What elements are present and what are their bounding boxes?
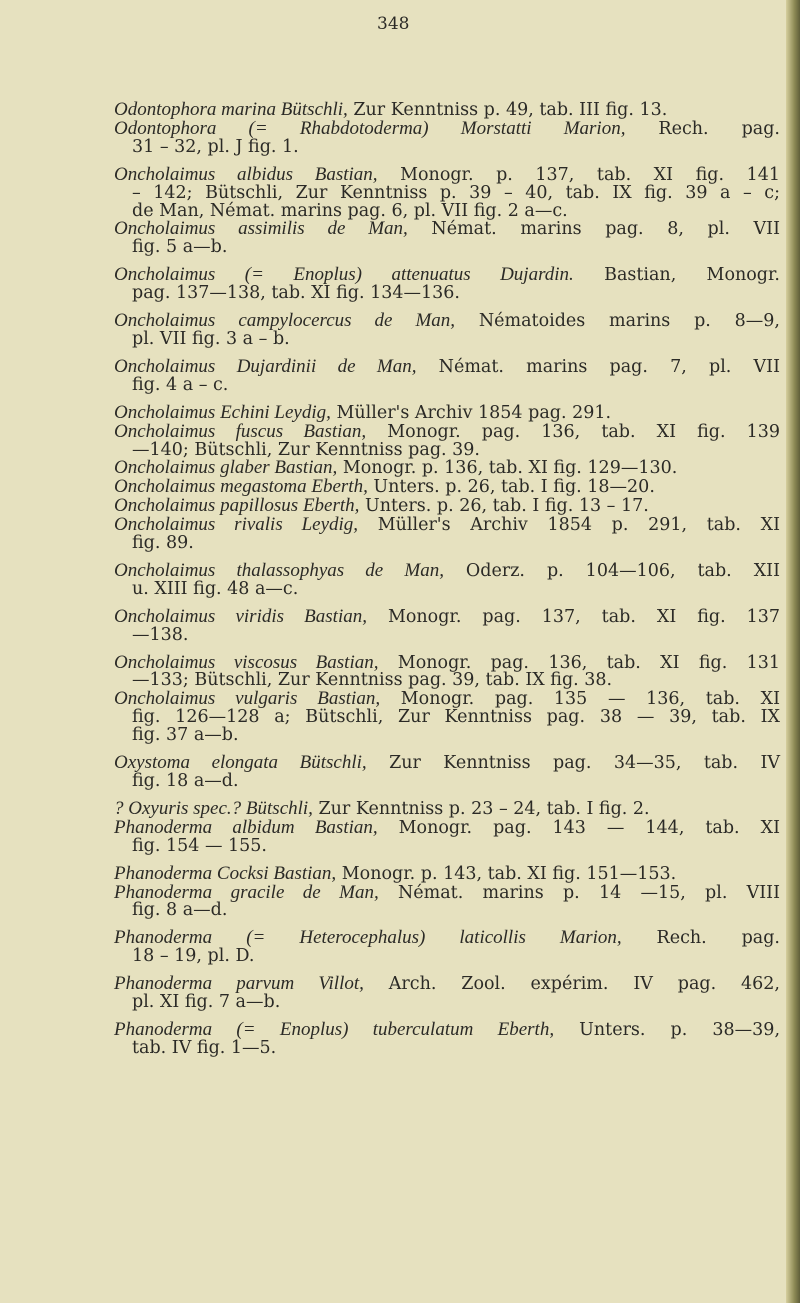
- entry-first-line: [114, 420, 780, 442]
- citation-continuation: pl. VII fig. 3 a – b.: [132, 328, 290, 349]
- citation-text: Zur Kenntniss p. 23 – 24, tab. I fig. 2.: [312, 798, 650, 819]
- reference-entry: [114, 929, 780, 966]
- citation-text: Unters. p. 26, tab. I fig. 13 – 17.: [359, 496, 649, 517]
- citation-text: Arch. Zool. expérim. IV pag. 462,: [363, 974, 780, 995]
- species-name: Oncholaimus thalassophyas de Man,: [114, 559, 444, 581]
- citation-text: Némat. marins pag. 8, pl. VII: [407, 219, 780, 240]
- citation-text: Monogr. pag. 137, tab. XI fig. 137: [367, 606, 780, 627]
- species-name: Odontophora (= Rhabdotoderma) Morstatti Marion,: [114, 117, 626, 139]
- reference-entry: [114, 220, 780, 257]
- citation-text: Oderz. p. 104—106, tab. XII: [443, 560, 780, 581]
- species-name: ? Oxyuris spec.? Bütschli,: [114, 797, 313, 819]
- citation-continuation: fig. 18 a—d.: [132, 771, 239, 791]
- species-name: Phanoderma Cocksi Bastian,: [114, 862, 337, 884]
- species-name: Oncholaimus rivalis Leydig,: [114, 514, 359, 536]
- citation-text: Némat. marins p. 14 —15, pl. VIII: [378, 882, 781, 903]
- species-name: Phanoderma albidum Bastian,: [114, 816, 378, 838]
- citation-continuation: tab. IV fig. 1—5.: [132, 1037, 277, 1058]
- reference-entry: [114, 690, 780, 745]
- entry-first-line: [114, 117, 780, 139]
- reference-entry: [114, 266, 780, 303]
- reference-entry: [114, 163, 780, 221]
- citation-text: Zur Kenntniss p. 49, tab. III fig. 13.: [347, 100, 668, 120]
- citation-text: Monogr. p. 136, tab. XI fig. 129—130.: [337, 458, 678, 479]
- citation-continuation: fig. 154 — 155.: [132, 835, 267, 856]
- citation-text: Müller's Archiv 1854 pag. 291.: [330, 402, 612, 423]
- citation-continuation: 31 – 32, pl. J fig. 1.: [132, 136, 299, 157]
- species-name: Oxystoma elongata Bütschli,: [114, 752, 367, 774]
- species-name: Phanoderma parvum Villot,: [114, 973, 364, 995]
- species-name: Phanoderma (= Enoplus) tuberculatum Eberth,: [114, 1018, 555, 1040]
- entry-first-line: [114, 559, 780, 581]
- reference-entry: [114, 559, 780, 599]
- citation-text: Monogr. pag. 143 — 144, tab. XI: [377, 817, 780, 838]
- species-name: Oncholaimus megastoma Eberth,: [114, 476, 368, 498]
- entry-first-line: [114, 516, 780, 535]
- citation-text: Müller's Archiv 1854 p. 291, tab. XI: [358, 515, 780, 536]
- citation-continuation: fig. 89.: [132, 533, 194, 554]
- citation-text: Nématoides marins p. 8—9,: [455, 311, 780, 332]
- page-number: 348: [377, 14, 410, 34]
- citation-continuation: – 142; Bütschli, Zur Kenntniss p. 39 – 40, tab. IX fig. 39 a – c;: [132, 182, 780, 203]
- citation-text: Bastian, Monogr.: [573, 265, 780, 286]
- entry-first-line: [114, 816, 780, 838]
- reference-entry: [114, 881, 781, 921]
- reference-entry: [114, 605, 780, 645]
- citation-text: Némat. marins pag. 7, pl. VII: [416, 356, 780, 377]
- citation-continuation: fig. 37 a—b.: [132, 725, 239, 746]
- species-name: Oncholaimus fuscus Bastian,: [114, 420, 367, 442]
- reference-entry: [114, 1018, 781, 1058]
- citation-continuation: —140; Bütschli, Zur Kenntniss pag. 39.: [132, 439, 480, 460]
- citation-text: Unters. p. 38—39,: [554, 1019, 781, 1040]
- species-name: Oncholaimus (= Enoplus) attenuatus Dujardin.: [114, 264, 574, 286]
- citation-continuation: fig. 126—128 a; Bütschli, Zur Kenntniss pag. 38 — 39, tab. IX: [132, 707, 780, 728]
- page-edge-shadow: [786, 0, 800, 1303]
- species-name: Oncholaimus viridis Bastian,: [114, 605, 367, 627]
- species-name: Oncholaimus campylocercus de Man,: [114, 310, 456, 332]
- citation-continuation: de Man, Némat. marins pag. 6, pl. VII fig. 2 a—c.: [132, 200, 568, 221]
- citation-continuation: pag. 137—138, tab. XI fig. 134—136.: [132, 283, 460, 304]
- species-name: Oncholaimus Dujardinii de Man,: [114, 355, 417, 377]
- species-name: Oncholaimus vulgaris Bastian,: [114, 688, 381, 710]
- citation-continuation: —138.: [132, 624, 189, 645]
- citation-text: Monogr. pag. 136, tab. XI fig. 131: [378, 652, 780, 673]
- reference-entry: [114, 312, 780, 349]
- species-name: Oncholaimus viscosus Bastian,: [114, 651, 379, 673]
- citation-text: Monogr. pag. 135 — 136, tab. XI: [380, 689, 780, 710]
- entry-first-line: [114, 605, 780, 627]
- reference-entry: [114, 420, 780, 460]
- citation-continuation: u. XIII fig. 48 a—c.: [132, 578, 299, 599]
- reference-entry: [114, 516, 780, 553]
- reference-entry: [114, 355, 780, 395]
- species-name: Oncholaimus papillosus Eberth,: [114, 495, 360, 517]
- citation-text: Monogr. pag. 136, tab. XI fig. 139: [366, 421, 780, 442]
- species-name: Phanoderma (= Heterocephalus) laticollis Marion,: [114, 927, 622, 949]
- citation-text: Monogr. p. 143, tab. XI fig. 151—153.: [336, 863, 677, 884]
- species-name: Phanoderma gracile de Man,: [114, 881, 379, 903]
- reference-entry: [114, 975, 780, 1012]
- citation-continuation: pl. XI fig. 7 a—b.: [132, 992, 281, 1013]
- citation-text: Zur Kenntniss pag. 34—35, tab. IV: [366, 753, 780, 774]
- species-name: Oncholaimus Echini Leydig,: [114, 401, 331, 423]
- citation-continuation: fig. 4 a – c.: [132, 374, 229, 395]
- species-name: Odontophora marina Bütschli,: [114, 99, 348, 120]
- citation-continuation: fig. 5 a—b.: [132, 237, 228, 258]
- citation-continuation: —133; Bütschli, Zur Kenntniss pag. 39, tab. IX fig. 38.: [132, 670, 613, 691]
- species-name: Oncholaimus albidus Bastian,: [114, 163, 378, 185]
- entry-first-line: [114, 163, 780, 185]
- citation-text: Rech. pag.: [625, 118, 780, 139]
- species-name: Oncholaimus assimilis de Man,: [114, 218, 408, 240]
- reference-entry: [114, 754, 780, 791]
- species-name: Oncholaimus glaber Bastian,: [114, 457, 338, 479]
- citation-text: Monogr. p. 137, tab. XI fig. 141: [377, 164, 780, 185]
- entry-first-line: [114, 355, 780, 377]
- reference-entry: [114, 651, 780, 691]
- citation-continuation: 18 – 19, pl. D.: [132, 946, 255, 967]
- citation-text: Rech. pag.: [621, 928, 780, 949]
- reference-entry: [114, 816, 780, 856]
- species-reference-list: [114, 92, 780, 1058]
- citation-text: Unters. p. 26, tab. I fig. 18—20.: [367, 477, 655, 498]
- citation-continuation: fig. 8 a—d.: [132, 900, 228, 921]
- reference-entry: [114, 117, 780, 157]
